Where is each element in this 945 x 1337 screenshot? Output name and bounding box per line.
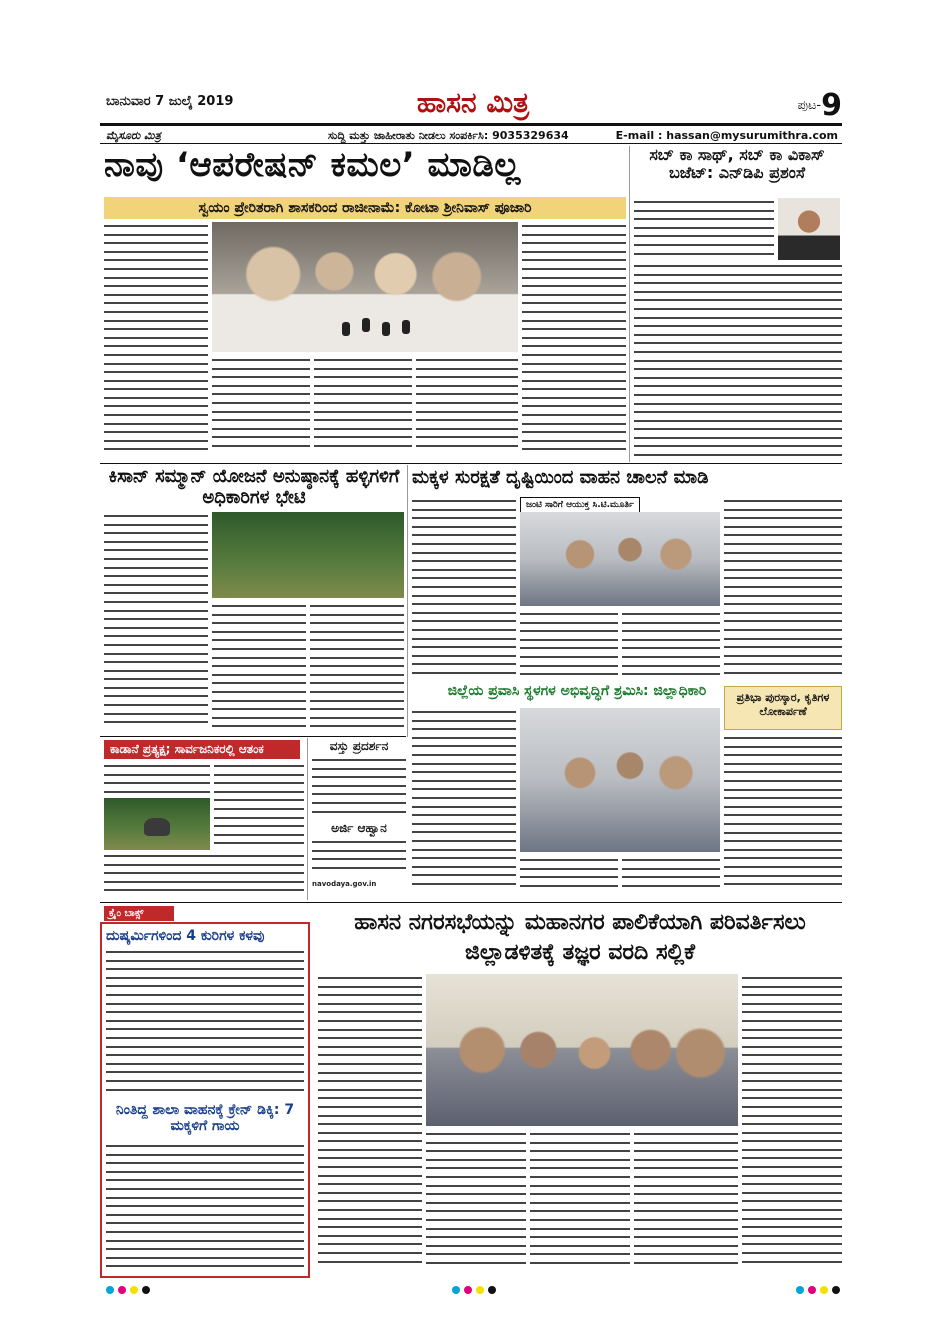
story1-subhead: ಸ್ವಯಂ ಪ್ರೇರಿತರಾಗಿ ಶಾಸಕರಿಂದ ರಾಜೀನಾಮೆ: ಕೋಟಾ ಶ್ರೀನಿವಾಸ್ ಪೂಜಾರಿ [104,197,626,219]
story9-col2 [426,1130,526,1274]
registration-dot [106,1286,114,1294]
story6-col1 [724,734,842,894]
column-rule [629,146,630,462]
registration-dot [142,1286,150,1294]
story6-headline: ಪ್ರತಿಭಾ ಪುರಸ್ಕಾರ, ಕೃತಿಗಳ ಲೋಕಾರ್ಪಣೆ [724,686,842,730]
story8-website: navodaya.gov.in [312,880,377,888]
crime-headline2: ನಿಂತಿದ್ದ ಶಾಲಾ ವಾಹನಕ್ಕೆ ಕ್ರೇನ್ ಡಿಕ್ಕಿ: 7 ಮಕ್ಕಳಿಗೆ ಗಾಯ [115,1102,295,1135]
registration-dot [796,1286,804,1294]
story8-col2 [312,838,406,878]
crime-headline1: ದುಷ್ಕರ್ಮಿಗಳಿಂದ 4 ಕುರಿಗಳ ಕಳವು [106,928,265,944]
registration-dot [130,1286,138,1294]
story7-col1 [104,762,210,796]
story1-col3 [314,356,412,460]
registration-dot [464,1286,472,1294]
section-rule-3 [100,902,842,903]
story4-photo-tag: ಜಂಟಿ ಸಾರಿಗೆ ಆಯುಕ್ತ ಸಿ.ಟಿ.ಮೂರ್ತಿ [520,497,640,513]
story2-portrait [778,198,840,260]
story4-col4 [724,497,842,681]
story9-col4 [634,1130,738,1274]
registration-dot [118,1286,126,1294]
story1-col1 [104,222,208,460]
email-line: E-mail : hassan@mysurumithra.com [615,129,838,142]
masthead-rule [100,123,842,126]
strip-rule [100,143,842,144]
registration-dot [488,1286,496,1294]
story1-col4 [416,356,518,460]
story1-headline: ನಾವು ‘ಆಪರೇಷನ್ ಕಮಲ’ ಮಾಡಿಲ್ಲ [104,145,521,185]
story4-col2 [520,610,618,682]
masthead-strip [100,127,842,143]
story4-photo [520,512,720,606]
story5-headline: ಜಿಲ್ಲೆಯ ಪ್ರವಾಸಿ ಸ್ಥಳಗಳ ಅಭಿವೃದ್ಧಿಗೆ ಶ್ರಮಿಸಿ: ಜಿಲ್ಲಾಧಿಕಾರಿ [447,683,707,699]
story5-col1 [412,708,516,894]
story1-photo [212,222,518,352]
page-number [797,88,842,123]
story8-headline2: ಅರ್ಜಿ ಆಹ್ವಾನ [331,821,387,835]
paper-title: ಹಾಸನ ಮಿತ್ರ [416,86,530,119]
story5-col2 [520,856,618,894]
story3-photo [212,512,404,598]
story8-col1 [312,756,406,820]
story9-col5 [742,974,842,1274]
story9-col3 [530,1130,630,1274]
story1-col2 [212,356,310,460]
story5-col3 [622,856,720,894]
story3-headline: ಕಿಸಾನ್ ಸಮ್ಮಾನ್ ಯೋಜನೆ ಅನುಷ್ಠಾನಕ್ಕೆ ಹಳ್ಳಿಗಳಿಗೆ ಅಧಿಕಾರಿಗಳ ಭೇಟಿ [108,466,400,508]
story2-headline: ಸಬ್ ಕಾ ಸಾಥ್, ಸಬ್ ಕಾ ವಿಕಾಸ್ ಬಜೆಟ್: ಎನ್‌ಡಿಪಿ ಪ್ರಶಂಸೆ [649,145,825,183]
story8-headline1: ವಸ್ತು ಪ್ರದರ್ಶನ [329,739,389,753]
section-rule-2 [100,736,406,737]
registration-dot [832,1286,840,1294]
brand-name: ಮೈಸೂರು ಮಿತ್ರ [106,129,161,142]
story2-col2 [634,262,842,460]
registration-dot [476,1286,484,1294]
story1-col5 [522,222,626,460]
column-rule [407,465,408,737]
story5-photo [520,708,720,852]
story4-headline: ಮಕ್ಕಳ ಸುರಕ್ಷತೆ ದೃಷ್ಟಿಯಿಂದ ವಾಹನ ಚಾಲನೆ ಮಾಡಿ [412,467,709,488]
registration-dot [820,1286,828,1294]
story9-headline: ಹಾಸನ ನಗರಸಭೆಯನ್ನು ಮಹಾನಗರ ಪಾಲಿಕೆಯಾಗಿ ಪರಿವರ್ತಿಸಲು ಜಿಲ್ಲಾಡಳಿತಕ್ಕೆ ತಜ್ಞರ ವರದಿ ಸಲ್ಲಿಕೆ [354,910,806,965]
story7-col2 [104,852,304,900]
registration-dot [452,1286,460,1294]
issue-date: ಬಾನುವಾರ 7 ಜುಲೈ 2019 [106,94,234,109]
story4-col3 [622,610,720,682]
crime-col2 [106,1142,304,1272]
story9-photo [426,974,738,1126]
story3-col3 [310,602,404,734]
crime-col1 [106,948,304,1098]
section-rule-1 [100,463,842,464]
story7-tag: ಕಾಡಾನೆ ಪ್ರತ್ಯಕ್ಷ; ಸಾರ್ವಜನಿಕರಲ್ಲಿ ಆತಂಕ [104,740,300,759]
crime-box-tag: ಕ್ರೈಂ ಬಾಕ್ಸ್ [104,906,174,921]
story7-photo [104,798,210,850]
story9-col1 [318,974,422,1274]
story2-col1 [634,198,774,258]
page-label: ಪುಟ- [797,98,822,113]
column-rule [307,738,308,900]
story3-col1 [104,512,208,734]
story3-col2 [212,602,306,734]
page-number-value: 9 [821,88,842,123]
contact-line: ಸುದ್ದಿ ಮತ್ತು ಜಾಹೀರಾತು ನೀಡಲು ಸಂಪರ್ಕಿಸಿ: 9035329634 [328,129,569,142]
registration-dot [808,1286,816,1294]
masthead [100,86,842,126]
story7-col3 [214,762,304,850]
story4-col1 [412,497,516,681]
